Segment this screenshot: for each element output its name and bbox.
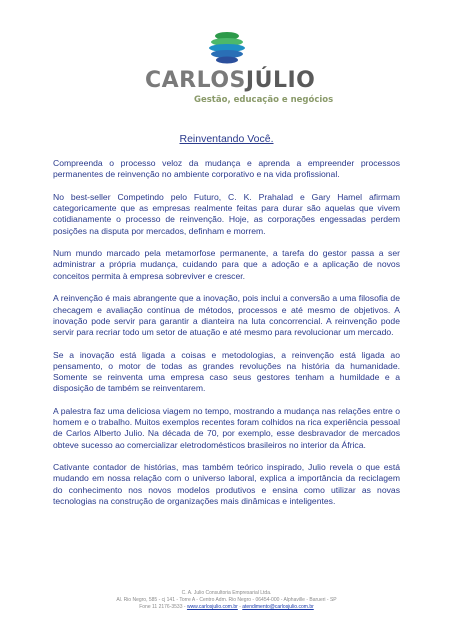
document-title: Reinventando Você. bbox=[179, 133, 274, 145]
paragraph: No best-seller Competindo pelo Futuro, C. K. Prahalad e Gary Hamel afirmam categoricamente que as empresas realmente feitas para durar são aquelas que vivem cotidianamente o processo de reinvenção. Hoje, as corporações engessadas perdem posições na disputa por mercados, definham e morrem. bbox=[53, 191, 400, 236]
logo bbox=[0, 30, 453, 66]
brand-last-name: JÚLIO bbox=[245, 68, 316, 93]
paragraph: A reinvenção é mais abrangente que a inovação, pois inclui a conversão a uma filosofia de checagem e avaliação contínua de métodos, processos e até mesmo de objetivos. A inovação pode servir para garantir a dianteira na luta concorrencial. A reinvenção pode servir para recriar todo um setor de atuação e até mesmo para revolucionar um mercado. bbox=[53, 293, 400, 337]
footer-contact bbox=[0, 604, 453, 611]
paragraph: Se a inovação está ligada a coisas e metodologias, a reinvenção está ligada ao pensamento, o motor de todas as grandes revoluções na história da humanidade. Somente se reinventa uma empresa caso seus gestores tenham a humildade e a disposição de também se reinventarem. bbox=[53, 349, 400, 394]
footer-address: Al. Rio Negro, 585 - cj 141 - Torre A - Centro Adm. Rio Negro - 06454-000 - Alphaville - Barueri - SP bbox=[116, 597, 337, 603]
footer-phone: Fone 11 2176-3533 - bbox=[139, 604, 186, 610]
email-link[interactable]: atendimento@carlosjulio.com.br bbox=[242, 604, 314, 610]
paragraph: A palestra faz uma deliciosa viagem no tempo, mostrando a mudança nas relações entre o homem e o trabalho. Muitos exemplos recentes foram colhidos na rica experiência pessoal de Carlos Alberto Julio. Na década de 70, por exemplo, esse desbravador de mercados obteve sucesso ao comercializar eletrodomésticos brasileiros no interior da África. bbox=[53, 405, 400, 450]
footer-separator: - bbox=[239, 604, 241, 610]
brand-tagline: Gestão, educação e negócios bbox=[194, 95, 334, 105]
brand-name bbox=[145, 68, 315, 93]
footer bbox=[0, 590, 453, 611]
paragraph: Cativante contador de histórias, mas também teórico inspirado, Julio revela o que está mudando em nossa relação com o universo laboral, explica a importância da reciclagem do conhecimento nos novos modelos produtivos e ensina como utilizar as novas tecnologias na construção de organizações mais dinâmicas e inteligentes. bbox=[53, 462, 400, 506]
footer-company: C. A. Julio Consultoria Empresarial Ltda. bbox=[181, 590, 272, 596]
paragraph: Compreenda o processo veloz da mudança e aprenda a empreender processos permanentes de reinvenção no ambiente corporativo e na vida profissional. bbox=[53, 158, 400, 180]
paragraph: Num mundo marcado pela metamorfose permanente, a tarefa do gestor passa a ser administrar a própria mudança, cuidando para que a adoção e a aplicação de novos conceitos permita à empresa sobreviver e crescer. bbox=[53, 248, 400, 281]
document-body bbox=[53, 158, 400, 519]
brand-first-name: CARLOS bbox=[145, 68, 246, 93]
website-link[interactable]: www.carlosjulio.com.br bbox=[186, 604, 238, 610]
globe-logo-icon bbox=[207, 30, 247, 66]
